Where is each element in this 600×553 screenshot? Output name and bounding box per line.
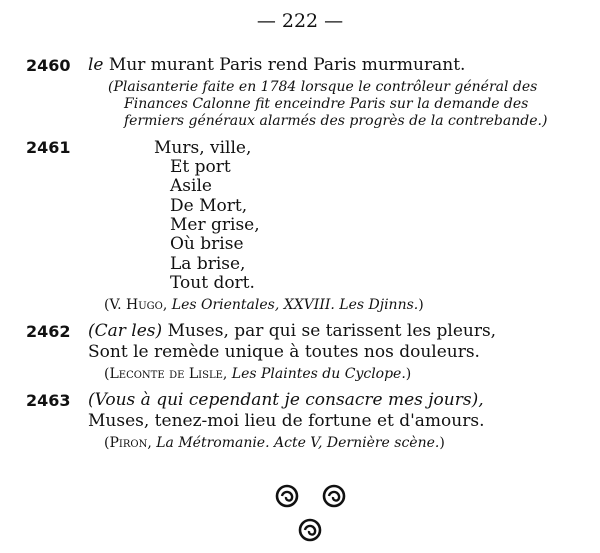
entry-note-line: (Plaisanterie faite en 1784 lorsque le contrôleur général des — [108, 79, 538, 95]
source-work: Les Orientales, XXVIII. Les Djinns. — [171, 297, 419, 313]
verse-line: De Mort, — [170, 196, 248, 216]
source-work: Les Plaintes du Cyclope. — [231, 366, 406, 382]
verse-line: Où brise — [170, 234, 244, 254]
source-author: Piron — [109, 435, 148, 451]
spiral-ornament-icon — [300, 520, 320, 540]
verse-line: Mer grise, — [170, 215, 260, 235]
spiral-ornament-icon — [277, 486, 297, 506]
verse-line: Asile — [170, 176, 212, 196]
page-number: — 222 — — [256, 10, 344, 32]
entry-number: 2462 — [26, 322, 71, 341]
entry-text: Muses, tenez-moi lieu de fortune et d'amours. — [88, 411, 485, 431]
entry-number: 2460 — [26, 56, 71, 75]
entry-italic-prefix: (Car les) — [88, 321, 163, 341]
verse-line: Murs, ville, — [154, 138, 252, 158]
verse-line: Tout dort. — [170, 273, 255, 293]
spiral-ornament-icon — [324, 486, 344, 506]
verse-line: Et port — [170, 157, 231, 177]
source-author: Hugo — [126, 297, 163, 313]
source-citation: (V. Hugo, Les Orientales, XXVIII. Les Djinns.) — [104, 297, 424, 313]
entry-text: (Vous à qui cependant je consacre mes jours), — [88, 390, 484, 410]
entry-text: (Car les) Muses, par qui se tarissent les pleurs, — [88, 321, 497, 341]
entry-number: 2461 — [26, 138, 71, 157]
entry-italic-prefix: le — [88, 55, 104, 75]
entry-number: 2463 — [26, 391, 71, 410]
entry-note-line: Finances Calonne fit enceindre Paris sur la demande des — [124, 96, 529, 112]
entry-text: Sont le remède unique à toutes nos douleurs. — [88, 342, 480, 362]
source-author: Leconte de Lisle — [109, 366, 223, 382]
entry-main-text: Mur murant Paris rend Paris murmurant. — [108, 55, 466, 75]
source-work: La Métromanie. Acte V, Dernière scène. — [156, 435, 440, 451]
entry-note-line: fermiers généraux alarmés des progrès de la contrebande.) — [124, 113, 548, 129]
source-citation: (Leconte de Lisle, Les Plaintes du Cyclope.) — [104, 366, 412, 382]
verse-line: La brise, — [170, 254, 246, 274]
source-citation: (Piron, La Métromanie. Acte V, Dernière scène.) — [104, 435, 445, 451]
